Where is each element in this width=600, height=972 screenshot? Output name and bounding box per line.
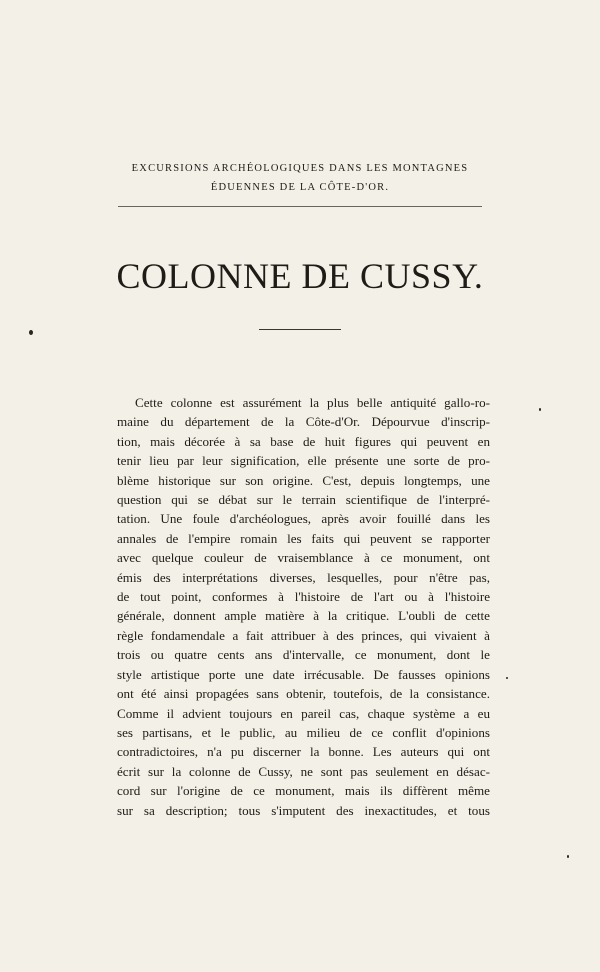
text-line: ont été ainsi propagées sans obtenir, toutefois, de la consistance. [117, 686, 490, 702]
text-line: de tout point, conformes à l'histoire de l'art ou à l'histoire [117, 589, 490, 605]
text-line: sur sa description; tous s'imputent des inexactitudes, et tous [117, 802, 490, 818]
header-rule [118, 206, 482, 207]
chapter-title: COLONNE DE CUSSY. [116, 256, 484, 296]
ink-speck [506, 677, 508, 679]
text-line: style artistique porte une date irrécusable. De fausses opinions [117, 666, 490, 682]
text-line: Comme il advient toujours en pareil cas, chaque système a eu [117, 705, 490, 721]
text-line: question qui se débat sur le terrain scientifique de l'interpré- [117, 492, 490, 508]
running-head-line-2: ÉDUENNES DE LA CÔTE-D'OR. [210, 182, 390, 193]
text-line: cord sur l'origine de ce monument, mais ils diffèrent même [117, 783, 490, 799]
text-line: tenir lieu par leur signification, elle présente une sorte de pro- [117, 453, 490, 469]
running-head [100, 159, 500, 197]
text-line: trois ou quatre cents ans d'intervalle, ce monument, dont le [117, 647, 490, 663]
text-line: contradictoires, n'a pu discerner la bonne. Les auteurs qui ont [117, 744, 490, 760]
text-line: générale, donnent ample matière à la critique. L'oubli de cette [117, 608, 490, 624]
text-line: règle fondamendale a fait attribuer à des princes, qui vivaient à [117, 627, 490, 643]
text-line: maine du département de la Côte-d'Or. Dépourvue d'inscrip- [117, 414, 490, 430]
title-rule [259, 329, 341, 330]
text-line: émis des interprétations diverses, lesquelles, pour n'être pas, [117, 569, 490, 585]
ink-speck [567, 855, 569, 858]
text-line: écrit sur la colonne de Cussy, ne sont pas seulement en désac- [117, 763, 490, 779]
text-line: ses partisans, et le public, au milieu de ce conflit d'opinions [117, 724, 490, 740]
text-line: blème historique sur son origine. C'est, depuis longtemps, une [117, 472, 490, 488]
ink-speck [539, 408, 541, 411]
text-line: avec quelque couleur de vraisemblance à ce monument, ont [117, 550, 490, 566]
text-line: tion, mais décorée à sa base de huit figures qui peuvent en [117, 433, 490, 449]
text-line: tation. Une foule d'archéologues, après avoir fouillé dans les [117, 511, 490, 527]
text-line: Cette colonne est assurément la plus belle antiquité gallo-ro- [135, 395, 490, 410]
ink-speck [29, 330, 33, 335]
text-line: annales de l'empire romain les faits qui peuvent se rapporter [117, 530, 490, 546]
running-head-line-1: EXCURSIONS ARCHÉOLOGIQUES DANS LES MONTAGNES [131, 163, 469, 174]
body-paragraph [117, 393, 490, 820]
